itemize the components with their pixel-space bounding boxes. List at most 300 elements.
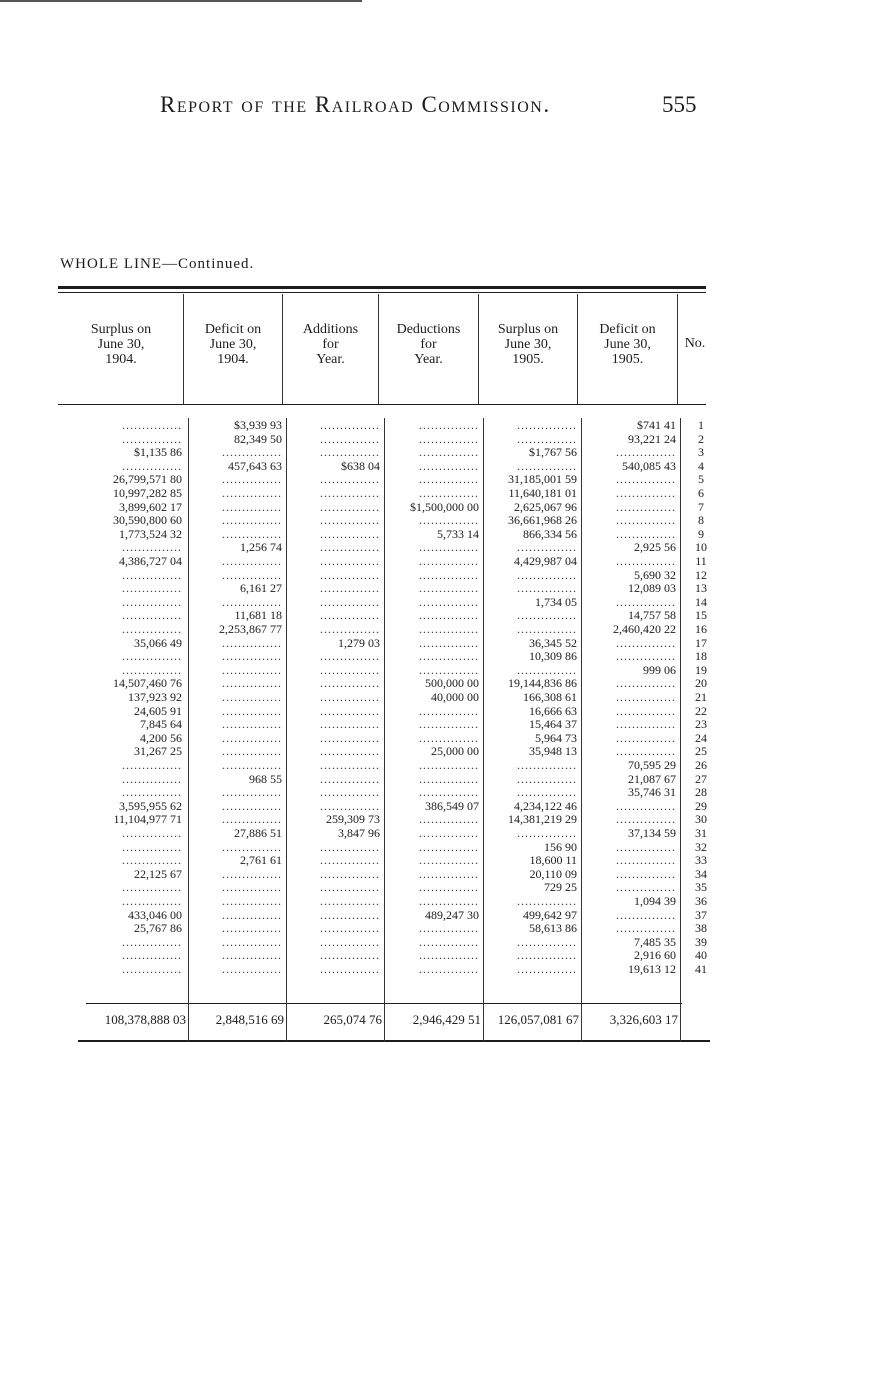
dot-leader: ............... xyxy=(419,704,479,718)
dot-leader: ............... xyxy=(419,514,479,528)
dot-leader: ............... xyxy=(320,854,380,868)
cell-deficit-1905: 19,613 12 xyxy=(628,963,676,976)
row-number: 40 xyxy=(695,948,707,963)
dot-leader: ............... xyxy=(616,514,676,528)
cell-surplus-1905: 11,640,181 01 xyxy=(508,487,577,500)
dot-leader: ............... xyxy=(320,500,380,514)
dot-leader: ............... xyxy=(517,582,577,596)
dot-leader: ............... xyxy=(320,786,380,800)
dot-leader: ............... xyxy=(616,867,676,881)
dot-leader: ............... xyxy=(419,854,479,868)
row-number: 26 xyxy=(695,758,707,772)
dot-leader: ............... xyxy=(222,799,282,813)
dot-leader: ............... xyxy=(419,949,479,963)
column-divider xyxy=(384,418,385,1042)
dot-leader: ............... xyxy=(320,691,380,704)
row-number: 34 xyxy=(695,866,707,881)
cell-deficit-1905: 5,690 32 xyxy=(634,568,676,582)
dot-leader: ............... xyxy=(517,568,577,582)
dot-leader: ............... xyxy=(517,623,577,636)
cell-surplus-1904: 26,799,571 80 xyxy=(113,473,182,487)
dot-leader: ............... xyxy=(222,881,282,895)
dot-leader: ............... xyxy=(320,432,380,446)
cell-deficit-1905: 35,746 31 xyxy=(628,786,676,800)
cell-surplus-1904: 22,125 67 xyxy=(134,867,182,881)
dot-leader: ............... xyxy=(222,636,282,650)
total-deficit-1905: 3,326,603 17 xyxy=(609,1012,678,1027)
dot-leader: ............... xyxy=(320,650,380,664)
dot-leader: ............... xyxy=(222,595,282,609)
dot-leader: ............... xyxy=(419,595,479,609)
cell-surplus-1904: 31,267 25 xyxy=(134,745,182,759)
dot-leader: ............... xyxy=(222,718,282,732)
dot-leader: ............... xyxy=(616,854,676,868)
row-number: 36 xyxy=(695,894,707,908)
cell-deficit-1904: 6,161 27 xyxy=(240,582,282,596)
cell-surplus-1904: 3,899,602 17 xyxy=(119,500,182,514)
cell-deficit-1905: 999 06 xyxy=(643,663,676,677)
cell-deficit-1905: 37,134 59 xyxy=(628,827,676,840)
dot-leader: ............... xyxy=(419,432,479,446)
total-deductions: 2,946,429 51 xyxy=(412,1012,481,1027)
dot-leader: ............... xyxy=(122,772,182,786)
dot-leader: ............... xyxy=(616,799,676,813)
dot-leader: ............... xyxy=(222,813,282,827)
row-number: 23 xyxy=(695,717,707,732)
dot-leader: ............... xyxy=(419,813,479,827)
cell-deductions: 25,000 00 xyxy=(431,745,479,759)
dot-leader: ............... xyxy=(320,555,380,568)
cell-deficit-1905: 540,085 43 xyxy=(622,459,676,473)
dot-leader: ............... xyxy=(419,623,479,636)
dot-leader: ............... xyxy=(222,514,282,528)
column-divider xyxy=(581,418,582,1042)
dot-leader: ............... xyxy=(320,759,380,772)
row-number: 17 xyxy=(695,635,707,650)
dot-leader: ............... xyxy=(320,623,380,636)
cell-surplus-1905: 14,381,219 29 xyxy=(508,813,577,827)
dot-leader: ............... xyxy=(616,881,676,895)
cell-surplus-1904: 11,104,977 71 xyxy=(113,813,182,827)
cell-surplus-1904: 30,590,800 60 xyxy=(113,514,182,528)
dot-leader: ............... xyxy=(419,718,479,732)
dot-leader: ............... xyxy=(419,650,479,664)
row-number: 8 xyxy=(698,513,704,528)
cell-deductions: 40,000 00 xyxy=(431,691,479,704)
row-number: 24 xyxy=(695,730,707,745)
dot-leader: ............... xyxy=(320,908,380,922)
row-number: 4 xyxy=(698,458,704,473)
dot-leader: ............... xyxy=(517,963,577,976)
dot-leader: ............... xyxy=(122,609,182,623)
dot-leader: ............... xyxy=(320,446,380,460)
dot-leader: ............... xyxy=(419,895,479,908)
dot-leader: ............... xyxy=(517,949,577,963)
row-number: 25 xyxy=(695,744,707,759)
row-number: 16 xyxy=(695,622,707,636)
cell-surplus-1905: 16,666 63 xyxy=(529,704,577,718)
dot-leader: ............... xyxy=(222,745,282,759)
row-number: 32 xyxy=(695,839,707,854)
dot-leader: ............... xyxy=(419,555,479,568)
cell-surplus-1904: 4,200 56 xyxy=(140,731,182,745)
cell-surplus-1905: 166,308 61 xyxy=(523,691,577,704)
dot-leader: ............... xyxy=(616,487,676,500)
dot-leader: ............... xyxy=(419,446,479,460)
row-number: 12 xyxy=(695,567,707,582)
dot-leader: ............... xyxy=(222,527,282,541)
dot-leader: ............... xyxy=(616,908,676,922)
dot-leader: ............... xyxy=(320,772,380,786)
cell-surplus-1905: 4,429,987 04 xyxy=(514,555,577,568)
cell-deductions: 500,000 00 xyxy=(425,677,479,691)
dot-leader: ............... xyxy=(517,459,577,473)
cell-additions: $638 04 xyxy=(341,459,380,473)
row-number: 3 xyxy=(698,445,704,460)
cell-deficit-1904: 2,761 61 xyxy=(240,854,282,868)
table-top-rule-thin xyxy=(58,292,706,293)
dot-leader: ............... xyxy=(122,881,182,895)
row-number: 15 xyxy=(695,608,707,623)
cell-deductions: 5,733 14 xyxy=(437,527,479,541)
dot-leader: ............... xyxy=(419,840,479,854)
cell-surplus-1905: 4,234,122 46 xyxy=(514,799,577,813)
dot-leader: ............... xyxy=(320,922,380,936)
dot-leader: ............... xyxy=(616,500,676,514)
dot-leader: ............... xyxy=(419,935,479,949)
dot-leader: ............... xyxy=(122,568,182,582)
dot-leader: ............... xyxy=(616,636,676,650)
dot-leader: ............... xyxy=(616,677,676,691)
dot-leader: ............... xyxy=(419,663,479,677)
running-header-title: Report of the Railroad Commission. xyxy=(160,92,551,117)
cell-surplus-1905: 499,642 97 xyxy=(523,908,577,922)
dot-leader: ............... xyxy=(222,568,282,582)
dot-leader: ............... xyxy=(222,963,282,976)
dot-leader: ............... xyxy=(616,745,676,759)
column-header-surplus-1904: Surplus on June 30, 1904. xyxy=(90,322,152,367)
total-additions: 265,074 76 xyxy=(323,1012,382,1027)
cell-surplus-1905: 36,661,968 26 xyxy=(508,514,577,528)
cell-deficit-1905: 2,916 60 xyxy=(634,949,676,963)
row-number: 30 xyxy=(695,812,707,827)
cell-surplus-1904: 3,595,955 62 xyxy=(119,799,182,813)
dot-leader: ............... xyxy=(320,582,380,596)
dot-leader: ............... xyxy=(122,663,182,677)
dot-leader: ............... xyxy=(419,582,479,596)
row-number: 41 xyxy=(695,962,707,976)
cell-surplus-1904: 137,923 92 xyxy=(128,691,182,704)
dot-leader: ............... xyxy=(222,731,282,745)
dot-leader: ............... xyxy=(616,650,676,664)
cell-deficit-1905: 14,757 58 xyxy=(628,609,676,623)
dot-leader: ............... xyxy=(320,745,380,759)
dot-leader: ............... xyxy=(320,568,380,582)
column-header-deficit-1905: Deficit on June 30, 1905. xyxy=(599,322,656,367)
cell-deficit-1904: $3,939 93 xyxy=(234,419,282,432)
dot-leader: ............... xyxy=(320,799,380,813)
total-surplus-1904: 108,378,888 03 xyxy=(104,1012,186,1027)
dot-leader: ............... xyxy=(222,650,282,664)
dot-leader: ............... xyxy=(419,487,479,500)
dot-leader: ............... xyxy=(419,759,479,772)
dot-leader: ............... xyxy=(222,704,282,718)
cell-surplus-1904: 7,845 64 xyxy=(140,718,182,732)
dot-leader: ............... xyxy=(222,691,282,704)
dot-leader: ............... xyxy=(222,500,282,514)
dot-leader: ............... xyxy=(419,922,479,936)
column-divider xyxy=(286,418,287,1042)
dot-leader: ............... xyxy=(517,935,577,949)
dot-leader: ............... xyxy=(320,663,380,677)
dot-leader: ............... xyxy=(122,432,182,446)
dot-leader: ............... xyxy=(222,935,282,949)
cell-deficit-1905: 2,925 56 xyxy=(634,541,676,555)
dot-leader: ............... xyxy=(320,935,380,949)
dot-leader: ............... xyxy=(517,432,577,446)
cell-deficit-1904: 457,643 63 xyxy=(228,459,282,473)
dot-leader: ............... xyxy=(616,473,676,487)
dot-leader: ............... xyxy=(517,827,577,840)
dot-leader: ............... xyxy=(222,663,282,677)
dot-leader: ............... xyxy=(419,786,479,800)
cell-surplus-1905: 156 90 xyxy=(544,840,577,854)
dot-leader: ............... xyxy=(419,772,479,786)
table-bottom-rule xyxy=(78,1040,710,1042)
cell-surplus-1904: 1,773,524 32 xyxy=(119,527,182,541)
dot-leader: ............... xyxy=(419,881,479,895)
dot-leader: ............... xyxy=(616,704,676,718)
cell-deficit-1905: 70,595 29 xyxy=(628,759,676,772)
row-number: 6 xyxy=(698,486,704,500)
cell-deductions: 386,549 07 xyxy=(425,799,479,813)
dot-leader: ............... xyxy=(320,609,380,623)
dot-leader: ............... xyxy=(517,786,577,800)
dot-leader: ............... xyxy=(122,949,182,963)
cell-additions: 259,309 73 xyxy=(326,813,380,827)
dot-leader: ............... xyxy=(122,963,182,976)
dot-leader: ............... xyxy=(616,840,676,854)
cell-surplus-1905: 31,185,001 59 xyxy=(508,473,577,487)
row-number: 27 xyxy=(695,771,707,786)
cell-surplus-1905: 1,734 05 xyxy=(535,595,577,609)
dot-leader: ............... xyxy=(222,555,282,568)
column-header-surplus-1905: Surplus on June 30, 1905. xyxy=(497,322,559,367)
section-title: WHOLE LINE—Continued. xyxy=(60,256,255,272)
cell-additions: 3,847 96 xyxy=(338,827,380,840)
column-divider xyxy=(188,418,189,1042)
dot-leader: ............... xyxy=(320,718,380,732)
dot-leader: ............... xyxy=(122,935,182,949)
cell-deficit-1904: 2,253,867 77 xyxy=(219,623,282,636)
dot-leader: ............... xyxy=(320,895,380,908)
dot-leader: ............... xyxy=(616,718,676,732)
cell-surplus-1905: 2,625,067 96 xyxy=(514,500,577,514)
row-number: 2 xyxy=(698,431,704,446)
row-number: 1 xyxy=(698,418,704,432)
dot-leader: ............... xyxy=(222,487,282,500)
row-number: 11 xyxy=(695,554,707,568)
cell-deficit-1904: 968 55 xyxy=(249,772,282,786)
dot-leader: ............... xyxy=(122,854,182,868)
cell-surplus-1905: 15,464 37 xyxy=(529,718,577,732)
dot-leader: ............... xyxy=(320,704,380,718)
dot-leader: ............... xyxy=(122,419,182,432)
cell-deficit-1905: 1,094 39 xyxy=(634,895,676,908)
dot-leader: ............... xyxy=(320,731,380,745)
dot-leader: ............... xyxy=(320,473,380,487)
cell-deficit-1905: 7,485 35 xyxy=(634,935,676,949)
dot-leader: ............... xyxy=(222,473,282,487)
cell-additions: 1,279 03 xyxy=(338,636,380,650)
cell-surplus-1905: 20,110 09 xyxy=(529,867,577,881)
dot-leader: ............... xyxy=(222,759,282,772)
total-surplus-1905: 126,057,081 67 xyxy=(497,1012,579,1027)
dot-leader: ............... xyxy=(517,895,577,908)
row-number: 22 xyxy=(695,703,707,718)
cell-surplus-1905: 18,600 11 xyxy=(529,854,577,868)
page-number: 555 xyxy=(662,92,697,117)
dot-leader: ............... xyxy=(320,963,380,976)
dot-leader: ............... xyxy=(122,895,182,908)
dot-leader: ............... xyxy=(222,922,282,936)
cell-deficit-1905: 2,460,420 22 xyxy=(613,623,676,636)
dot-leader: ............... xyxy=(222,908,282,922)
row-number: 39 xyxy=(695,934,707,949)
dot-leader: ............... xyxy=(616,813,676,827)
cell-deficit-1905: 21,087 67 xyxy=(628,772,676,786)
dot-leader: ............... xyxy=(320,595,380,609)
dot-leader: ............... xyxy=(122,786,182,800)
row-number: 37 xyxy=(695,907,707,922)
dot-leader: ............... xyxy=(122,582,182,596)
row-number: 35 xyxy=(695,880,707,895)
dot-leader: ............... xyxy=(320,840,380,854)
cell-surplus-1904: 4,386,727 04 xyxy=(119,555,182,568)
cell-surplus-1905: 866,334 56 xyxy=(523,527,577,541)
dot-leader: ............... xyxy=(517,759,577,772)
dot-leader: ............... xyxy=(122,459,182,473)
row-number: 21 xyxy=(695,690,707,704)
dot-leader: ............... xyxy=(320,881,380,895)
dot-leader: ............... xyxy=(122,595,182,609)
dot-leader: ............... xyxy=(616,446,676,460)
row-number: 14 xyxy=(695,594,707,609)
row-number: 29 xyxy=(695,798,707,813)
header-bottom-rule xyxy=(58,404,706,405)
dot-leader: ............... xyxy=(320,487,380,500)
row-number: 33 xyxy=(695,853,707,868)
dot-leader: ............... xyxy=(419,541,479,555)
cell-surplus-1904: 35,066 49 xyxy=(134,636,182,650)
dot-leader: ............... xyxy=(222,840,282,854)
row-number: 13 xyxy=(695,581,707,596)
dot-leader: ............... xyxy=(419,609,479,623)
column-divider xyxy=(680,418,681,1042)
column-header-deductions: Deductions for Year. xyxy=(396,322,461,367)
top-rule xyxy=(0,0,362,2)
cell-deficit-1905: 12,089 03 xyxy=(628,582,676,596)
dot-leader: ............... xyxy=(122,623,182,636)
dot-leader: ............... xyxy=(419,963,479,976)
cell-deficit-1904: 27,886 51 xyxy=(234,827,282,840)
dot-leader: ............... xyxy=(320,527,380,541)
dot-leader: ............... xyxy=(222,867,282,881)
cell-surplus-1905: 35,948 13 xyxy=(529,745,577,759)
cell-surplus-1905: 19,144,836 86 xyxy=(508,677,577,691)
dot-leader: ............... xyxy=(616,731,676,745)
dot-leader: ............... xyxy=(616,691,676,704)
cell-surplus-1904: 14,507,460 76 xyxy=(113,677,182,691)
dot-leader: ............... xyxy=(222,446,282,460)
cell-surplus-1905: 36,345 52 xyxy=(529,636,577,650)
dot-leader: ............... xyxy=(320,541,380,555)
cell-surplus-1905: 729 25 xyxy=(544,881,577,895)
dot-leader: ............... xyxy=(222,677,282,691)
cell-deductions: 489,247 30 xyxy=(425,908,479,922)
dot-leader: ............... xyxy=(122,759,182,772)
dot-leader: ............... xyxy=(419,473,479,487)
table-top-rule xyxy=(58,286,706,289)
dot-leader: ............... xyxy=(122,650,182,664)
row-number: 10 xyxy=(695,540,707,555)
row-number: 28 xyxy=(695,785,707,800)
cell-surplus-1904: 25,767 86 xyxy=(134,922,182,936)
cell-surplus-1905: $1,767 56 xyxy=(529,446,577,460)
dot-leader: ............... xyxy=(222,786,282,800)
dot-leader: ............... xyxy=(616,922,676,936)
row-number: 9 xyxy=(698,526,704,541)
dot-leader: ............... xyxy=(320,867,380,881)
cell-surplus-1905: 10,309 86 xyxy=(529,650,577,664)
dot-leader: ............... xyxy=(419,867,479,881)
dot-leader: ............... xyxy=(517,663,577,677)
cell-deductions: $1,500,000 00 xyxy=(410,500,479,514)
column-header-deficit-1904: Deficit on June 30, 1904. xyxy=(204,322,262,367)
cell-surplus-1905: 5,964 73 xyxy=(535,731,577,745)
cell-surplus-1904: 10,997,282 85 xyxy=(113,487,182,500)
dot-leader: ............... xyxy=(320,514,380,528)
dot-leader: ............... xyxy=(419,827,479,840)
dot-leader: ............... xyxy=(222,895,282,908)
cell-deficit-1905: $741 41 xyxy=(637,419,676,432)
cell-surplus-1904: 433,046 00 xyxy=(128,908,182,922)
row-number: 20 xyxy=(695,676,707,691)
dot-leader: ............... xyxy=(616,527,676,541)
dot-leader: ............... xyxy=(517,609,577,623)
row-number: 38 xyxy=(695,921,707,936)
dot-leader: ............... xyxy=(616,555,676,568)
dot-leader: ............... xyxy=(517,772,577,786)
cell-deficit-1905: 93,221 24 xyxy=(628,432,676,446)
cell-deficit-1904: 11,681 18 xyxy=(234,609,282,623)
dot-leader: ............... xyxy=(419,419,479,432)
dot-leader: ............... xyxy=(122,840,182,854)
dot-leader: ............... xyxy=(122,541,182,555)
cell-surplus-1905: 58,613 86 xyxy=(529,922,577,936)
total-deficit-1904: 2,848,516 69 xyxy=(215,1012,284,1027)
dot-leader: ............... xyxy=(616,595,676,609)
cell-deficit-1904: 1,256 74 xyxy=(240,541,282,555)
row-number: 19 xyxy=(695,662,707,677)
cell-deficit-1904: 82,349 50 xyxy=(234,432,282,446)
dot-leader: ............... xyxy=(222,949,282,963)
cell-surplus-1904: 24,605 91 xyxy=(134,704,182,718)
dot-leader: ............... xyxy=(419,636,479,650)
column-header-additions: Additions for Year. xyxy=(302,322,359,367)
column-header-no: No. xyxy=(684,336,706,351)
dot-leader: ............... xyxy=(122,827,182,840)
